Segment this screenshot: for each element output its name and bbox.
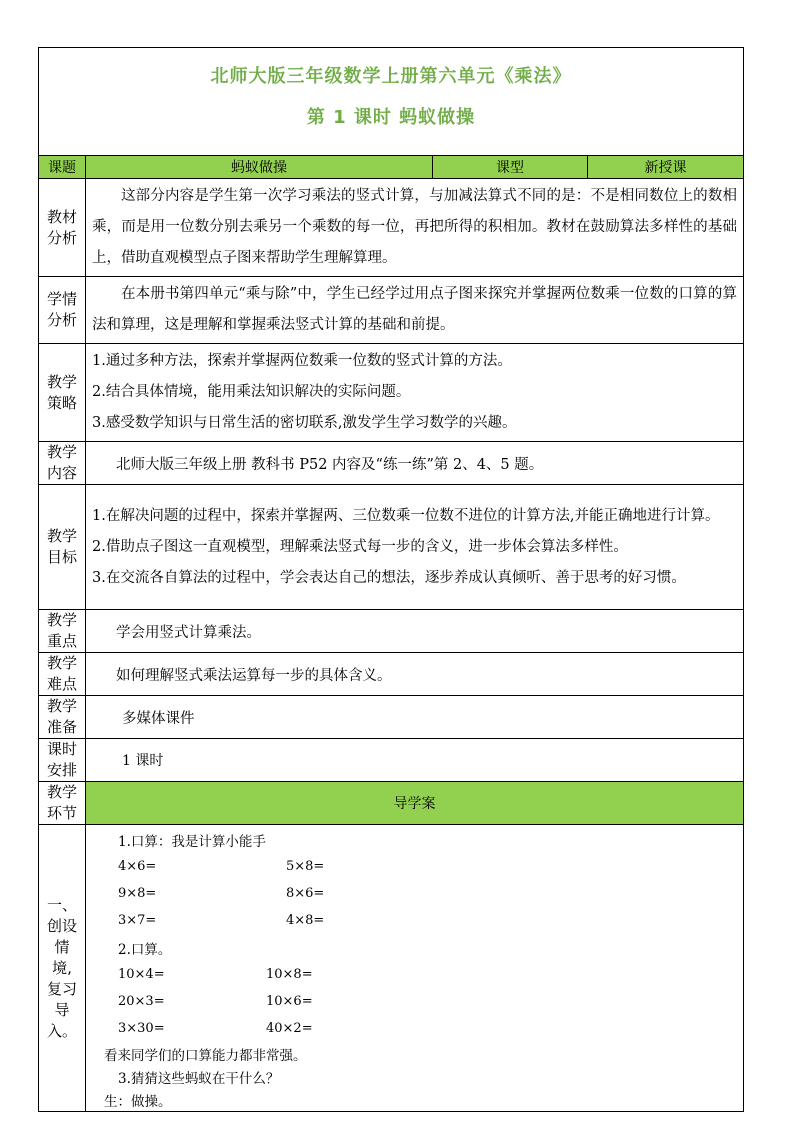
list-item: 3.感受数学知识与日常生活的密切联系,激发学生学习数学的兴趣。 bbox=[92, 415, 517, 431]
schedule-text: 1 课时 bbox=[122, 753, 164, 769]
material-text: 这部分内容是学生第一次学习乘法的竖式计算，与加减法算式不同的是：不是相同数位上的数相乘，而是用一位数分别去乘另一个乘数的每一位，再把所得的积相加。教材在鼓励算法多样性的基础上，借助直观模型点子图来帮助学生理解算理。 bbox=[92, 188, 737, 266]
phase-header: 导学案 bbox=[86, 782, 744, 825]
lesson-plan bbox=[38, 47, 743, 1112]
learner-text: 在本册书第四单元“乘与除”中，学生已经学过用点子图来探究并掌握两位数乘一位数的口算的算法和算理，这是理解和掌握乘法竖式计算的基础和前提。 bbox=[92, 286, 737, 333]
topic-label: 课题 bbox=[39, 156, 86, 179]
difficulty-label: 教学 难点 bbox=[39, 653, 86, 696]
list-item: 1.在解决问题的过程中，探索并掌握两、三位数乘一位数不进位的计算方法,并能正确地进行计算。 bbox=[92, 507, 720, 524]
warmup-cell bbox=[86, 825, 744, 1112]
type-value: 新授课 bbox=[588, 156, 744, 179]
strategy-row bbox=[39, 344, 744, 442]
strategy-cell bbox=[86, 344, 744, 442]
remark-text: 看来同学们的口算能力都非常强。 bbox=[104, 1047, 307, 1064]
phase-label: 教学 环节 bbox=[39, 782, 86, 825]
list-item: 3.在交流各自算法的过程中，学会表达自己的想法，逐步养成认真倾听、善于思考的好习惯。 bbox=[92, 569, 686, 586]
list-item: 2.借助点子图这一直观模型，理解乘法竖式每一步的含义，进一步体会算法多样性。 bbox=[92, 538, 628, 555]
key-label: 教学 重点 bbox=[39, 610, 86, 653]
content-cell bbox=[86, 442, 744, 485]
key-text: 学会用竖式计算乘法。 bbox=[116, 624, 261, 641]
learner-row bbox=[39, 277, 744, 344]
answer-text: 生：做操。 bbox=[104, 1093, 172, 1110]
exercise-heading: 2.口算。 bbox=[118, 941, 172, 958]
schedule-label: 课时 安排 bbox=[39, 739, 86, 782]
material-label: 教材 分析 bbox=[39, 179, 86, 277]
exercise-row: 20×3= 10×6= bbox=[118, 994, 313, 1009]
goals-row bbox=[39, 485, 744, 610]
strategy-label: 教学 策略 bbox=[39, 344, 86, 442]
learner-label: 学情 分析 bbox=[39, 277, 86, 344]
schedule-cell bbox=[86, 739, 744, 782]
lesson-plan-table bbox=[38, 47, 744, 1112]
key-row bbox=[39, 610, 744, 653]
warmup-label: 一、 创设 情 境, 复习 导 入。 bbox=[39, 825, 86, 1112]
exercise-row: 3×7= 4×8= bbox=[118, 913, 325, 928]
exercise-row: 3×30= 40×2= bbox=[118, 1021, 313, 1036]
title-cell bbox=[39, 48, 744, 156]
material-row bbox=[39, 179, 744, 277]
goals-label: 教学 目标 bbox=[39, 485, 86, 610]
goals-list bbox=[86, 499, 743, 596]
content-text: 北师大版三年级上册 教科书 P52 内容及“练一练”第 2、4、5 题。 bbox=[116, 456, 544, 473]
exercise-row: 9×8= 8×6= bbox=[118, 886, 325, 901]
goals-cell bbox=[86, 485, 744, 610]
content-row bbox=[39, 442, 744, 485]
content-label: 教学 内容 bbox=[39, 442, 86, 485]
question-text: 3.猜猜这些蚂蚁在干什么？ bbox=[118, 1070, 280, 1087]
learner-cell bbox=[86, 277, 744, 344]
topic-row bbox=[39, 156, 744, 179]
prep-label: 教学 准备 bbox=[39, 696, 86, 739]
exercise-row: 4×6= 5×8= bbox=[118, 859, 325, 874]
topic-value: 蚂蚁做操 bbox=[86, 156, 433, 179]
key-cell bbox=[86, 610, 744, 653]
difficulty-cell bbox=[86, 653, 744, 696]
type-label: 课型 bbox=[433, 156, 588, 179]
warmup-content bbox=[86, 825, 743, 1111]
difficulty-text: 如何理解竖式乘法运算每一步的具体含义。 bbox=[116, 667, 392, 684]
warmup-row bbox=[39, 825, 744, 1112]
lesson-subtitle: 第 1 课时 蚂蚁做操 bbox=[306, 107, 476, 128]
phase-row bbox=[39, 782, 744, 825]
difficulty-row bbox=[39, 653, 744, 696]
title-row bbox=[39, 48, 744, 156]
exercise-heading: 1.口算：我是计算小能手 bbox=[118, 833, 266, 850]
material-cell bbox=[86, 179, 744, 277]
prep-text: 多媒体课件 bbox=[122, 710, 195, 727]
exercise-row: 10×4= 10×8= bbox=[118, 967, 313, 982]
list-item: 2.结合具体情境，能用乘法知识解决的实际问题。 bbox=[92, 384, 411, 400]
prep-cell bbox=[86, 696, 744, 739]
schedule-row bbox=[39, 739, 744, 782]
list-item: 1.通过多种方法，探索并掌握两位数乘一位数的竖式计算的方法。 bbox=[92, 353, 512, 369]
strategy-list bbox=[86, 344, 743, 441]
document-title: 北师大版三年级数学上册第六单元《乘法》 bbox=[210, 66, 572, 87]
prep-row bbox=[39, 696, 744, 739]
